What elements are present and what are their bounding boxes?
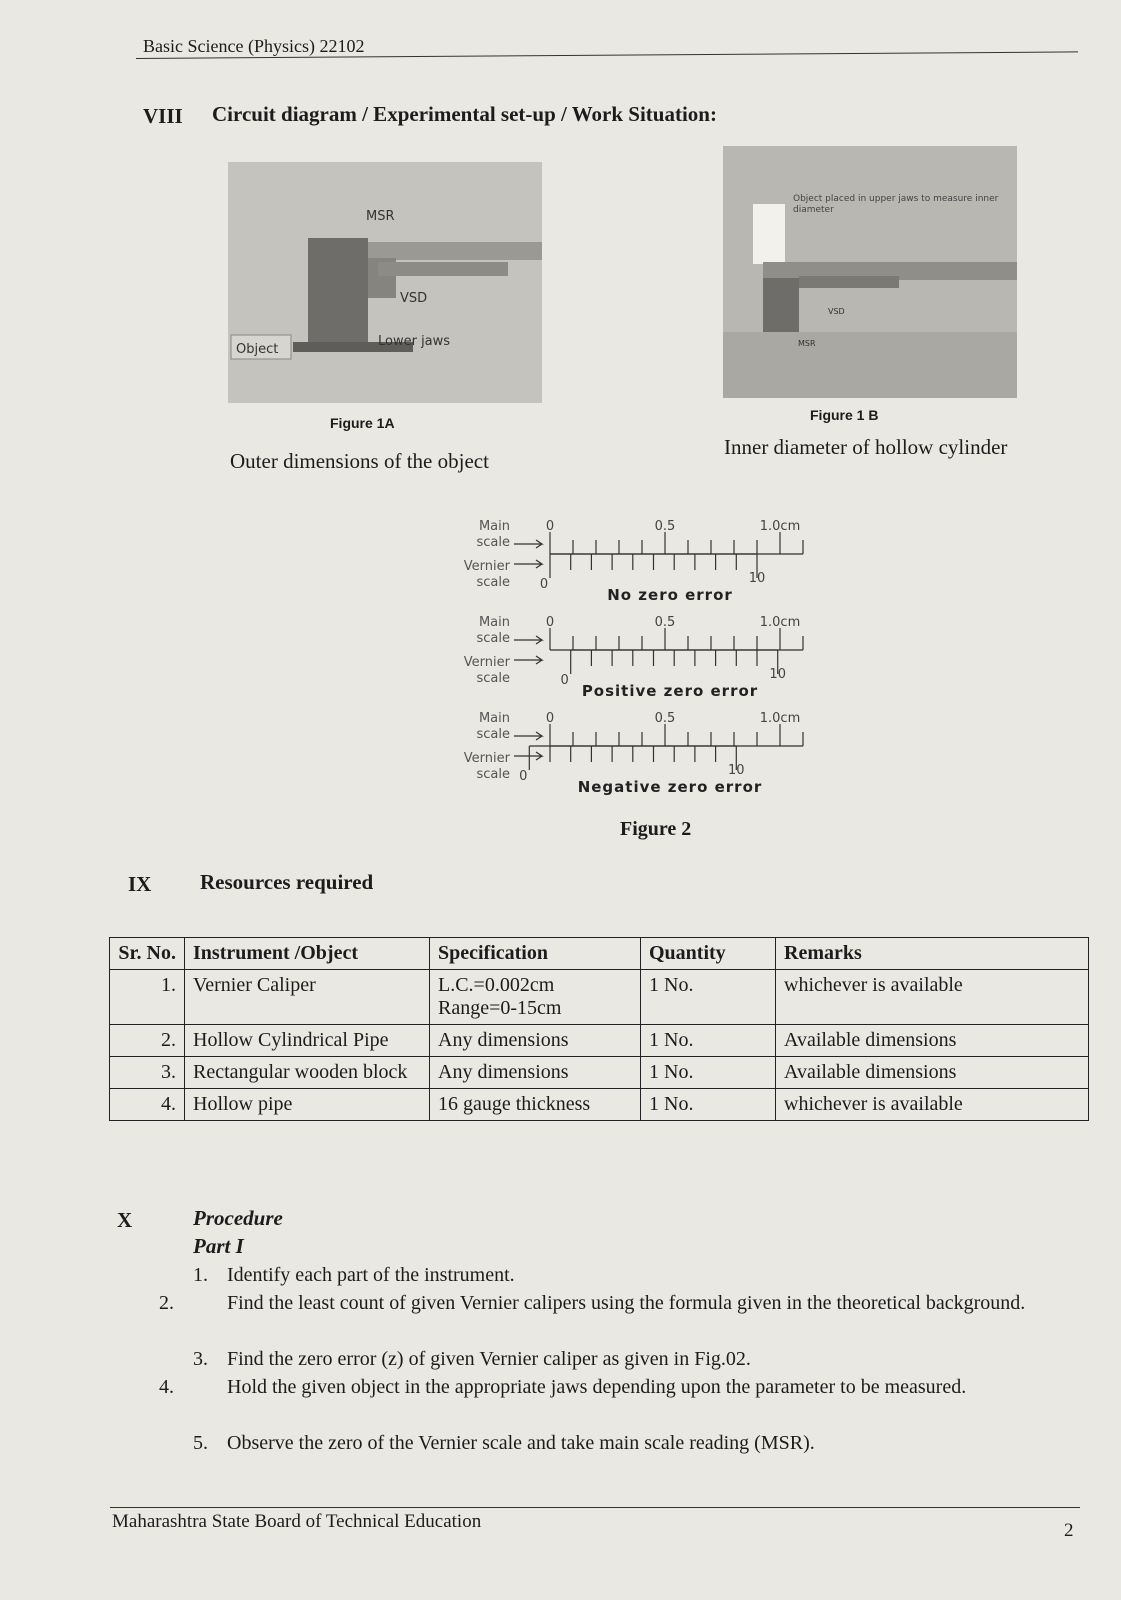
table-cell: Available dimensions [776,1057,1089,1089]
vernier-scale-arrow [514,752,542,760]
table-cell: 2. [110,1025,185,1057]
main-scale-tick-label: 0 [545,711,555,726]
table-cell: whichever is available [776,1089,1089,1121]
main-scale-tick-label: 0.5 [654,519,676,534]
section-8-number: VIII [143,104,183,128]
footer-text: Maharashtra State Board of Technical Education [112,1511,482,1532]
main-scale-arrow [514,636,542,644]
hollow-cylinder [753,204,785,264]
vernier-scale-tick-label: 0 [519,769,528,784]
table-cell: Rectangular wooden block [185,1057,430,1089]
table-cell: Hollow pipe [185,1089,430,1121]
table-cell: 3. [110,1057,185,1089]
section-10-number: X [117,1208,133,1232]
procedure-step: 2. Find the least count of given Vernier calipers using the formula given in the theoretical background. [159,1292,1026,1314]
vernier-panel [464,615,803,700]
procedure-step: 4. Hold the given object in the appropriate jaws depending upon the parameter to be measured. [159,1376,967,1398]
procedure-step: 1. Identify each part of the instrument. [193,1264,515,1286]
table-cell: 1 No. [641,970,776,1025]
main-scale-tick-label: 0.5 [654,615,676,630]
main-scale-tick-label: 0.5 [654,711,676,726]
main-scale-label: Main [478,711,510,726]
procedure-part-label: Part I [193,1234,244,1258]
vernier-scale-tick-label: 10 [769,667,786,682]
table-cell: Hollow Cylindrical Pipe [185,1025,430,1057]
figure-1a-caption: Figure 1A [330,415,395,431]
table-header-cell: Instrument /Object [185,938,430,970]
figure-1b-note-label: Object placed in upper jaws to measure inner diameter [793,194,999,215]
table-cell: Any dimensions [430,1025,641,1057]
table-cell: 1 No. [641,1057,776,1089]
vernier-scale-label: scale [476,767,510,782]
figure-1b-photo [723,146,1017,398]
section-9-title: Resources required [200,870,374,894]
table-cell: L.C.=0.002cm Range=0-15cm [430,970,641,1025]
procedure-step: 5. Observe the zero of the Vernier scale and take main scale reading (MSR). [193,1432,815,1454]
table-header-cell: Specification [430,938,641,970]
main-scale-tick-label: 0 [545,615,555,630]
zero-error-label: Negative zero error [577,778,763,796]
main-scale-arrow [514,540,542,548]
section-10-title: Procedure [193,1206,283,1230]
figure-1b-caption: Figure 1 B [810,407,879,423]
vernier-scale-label: Vernier [463,751,510,766]
vernier-scale-tick-label: 10 [748,571,766,586]
zero-error-label: No zero error [607,586,733,604]
figure-1b-description: Inner diameter of hollow cylinder [724,435,1008,459]
vernier-panel [464,711,803,796]
figure-1a-lower-jaws-label: Lower jaws [378,334,451,349]
vernier-scale-label: Vernier [463,559,510,574]
figure-2-caption: Figure 2 [620,818,692,840]
figure-1a-description: Outer dimensions of the object [230,449,489,473]
table-row [110,1057,1089,1089]
vernier-scale-tick-label: 10 [728,763,745,778]
table-cell: Available dimensions [776,1025,1089,1057]
vernier-panel [464,519,803,604]
table-cell: Any dimensions [430,1057,641,1089]
table-cell: 4. [110,1089,185,1121]
main-scale-label: scale [476,727,510,742]
main-scale-label: Main [478,519,510,534]
table-cell: 1 No. [641,1089,776,1121]
figure-2-diagram [440,508,870,798]
vernier-scale-arrow [514,560,542,568]
figure-1a-photo [228,162,542,403]
table-row [110,970,1089,1025]
fixed-jaw [308,238,368,348]
section-9-number: IX [128,872,152,896]
vernier-scale-tick-label: 0 [539,577,549,592]
table-header-cell: Remarks [776,938,1089,970]
vernier-scale-label: Vernier [463,655,510,670]
table-row [110,1025,1089,1057]
vernier-scale-label: scale [476,671,510,686]
main-scale-tick-label: 1.0cm [759,711,801,726]
table-cell: 1 No. [641,1025,776,1057]
page-number: 2 [1064,1520,1074,1541]
caliper-outer-illustration [228,162,542,403]
resources-table [109,937,1089,1121]
main-scale-label: Main [478,615,510,630]
vernier-panels-svg [440,508,870,798]
figure-1a-vsd-label: VSD [400,291,428,306]
main-scale-tick-label: 0 [545,519,555,534]
table-header-row [110,938,1089,970]
figure-1a-object-label: Object [236,342,279,357]
table-header-cell: Quantity [641,938,776,970]
section-8-title: Circuit diagram / Experimental set-up / Work Situation: [212,102,717,126]
page-header: Basic Science (Physics) 22102 [143,36,365,56]
figure-1b-vsd-label: VSD [828,307,845,316]
table-cell: 16 gauge thickness [430,1089,641,1121]
main-scale-label: scale [476,631,510,646]
main-scale-arrow [514,732,542,740]
main-scale-tick-label: 1.0cm [759,615,801,630]
vernier-scale-arrow [514,656,542,664]
zero-error-label: Positive zero error [581,682,759,700]
table-cell: whichever is available [776,970,1089,1025]
footer-divider [110,1507,1080,1508]
main-scale-label: scale [476,535,510,550]
table-row [110,1089,1089,1121]
table-header-cell: Sr. No. [110,938,185,970]
vernier-scale-label: scale [476,575,510,590]
table-cell: Vernier Caliper [185,970,430,1025]
main-scale-tick-label: 1.0cm [759,519,801,534]
vernier-scale-tick-label: 0 [560,673,569,688]
caliper-inner-illustration [723,146,1017,398]
procedure-step: 3. Find the zero error (z) of given Vernier caliper as given in Fig.02. [193,1348,751,1370]
table-cell: 1. [110,970,185,1025]
figure-1b-msr-label: MSR [798,339,816,348]
figure-1a-msr-label: MSR [366,209,395,224]
